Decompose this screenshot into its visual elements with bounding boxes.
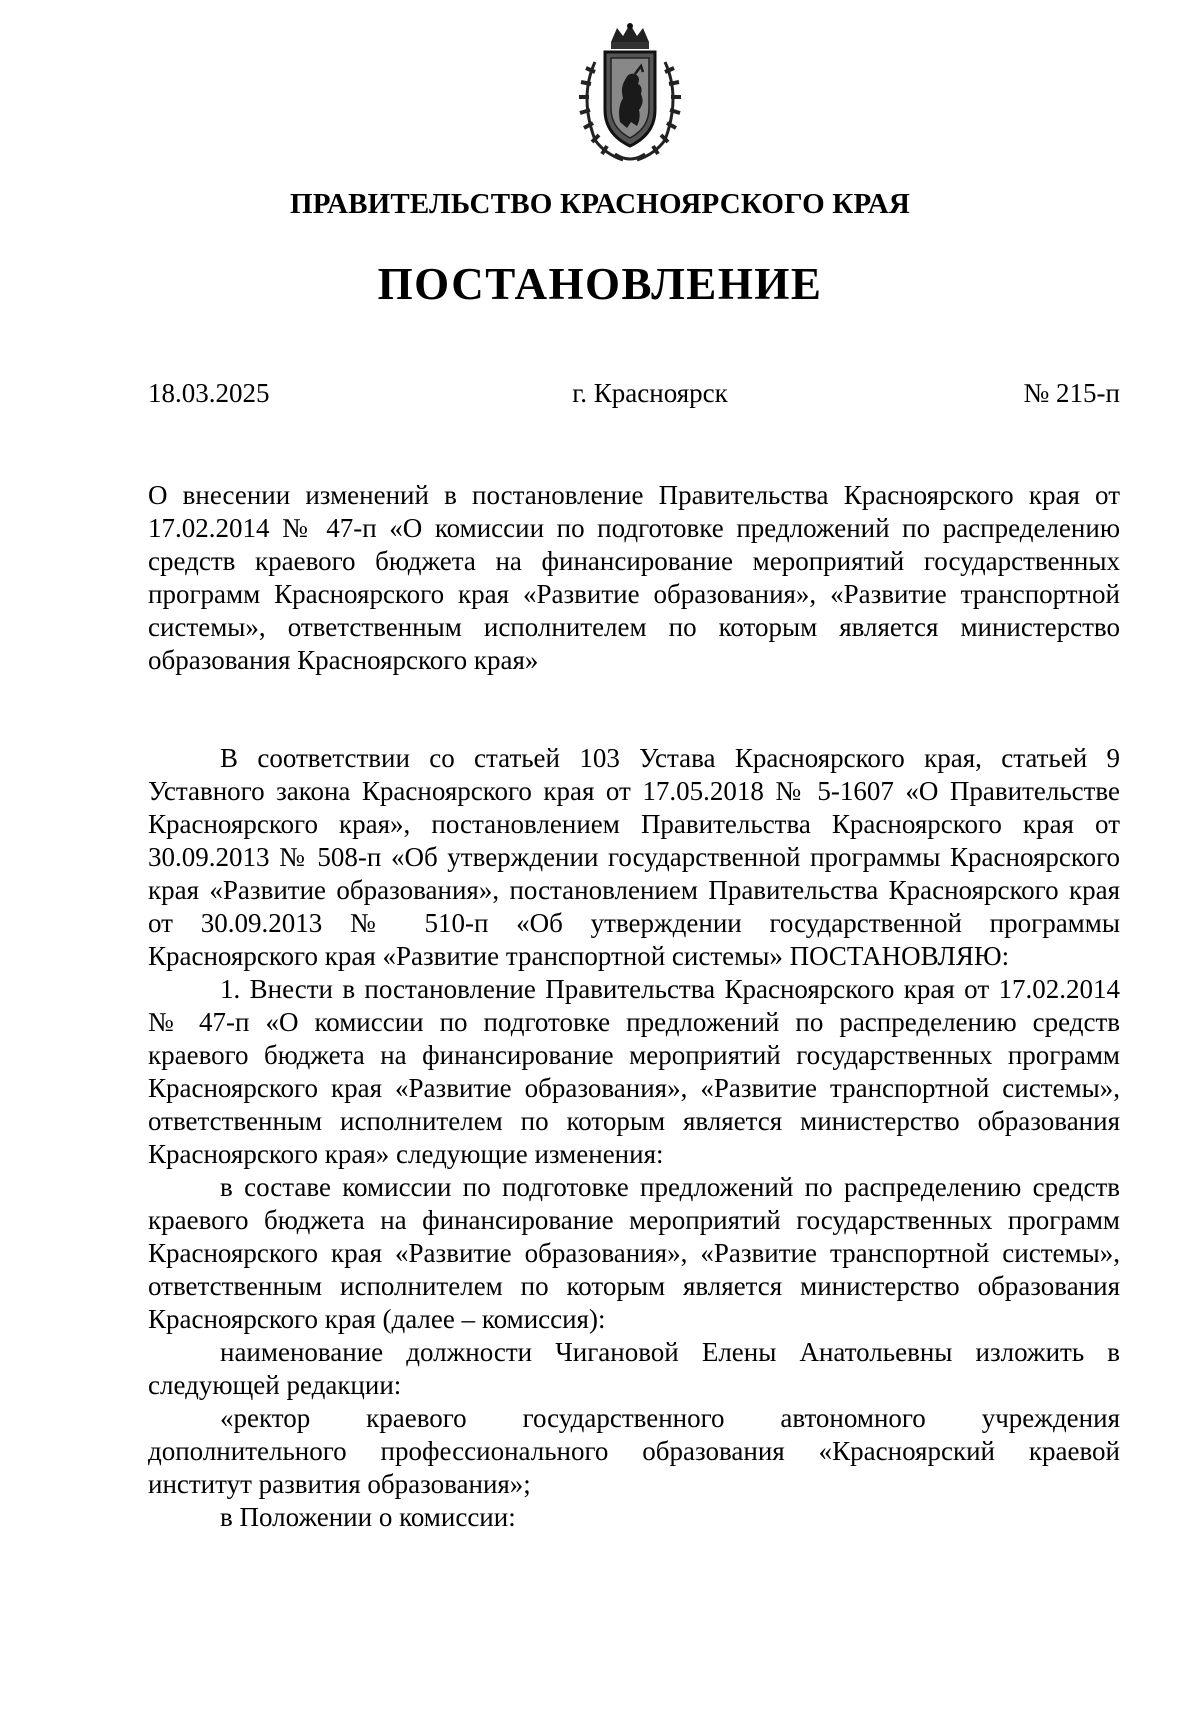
document-body <box>148 742 1120 1534</box>
body-paragraph: наименование должности Чигановой Елены Анатольевны изложить в следующей редакции: <box>148 1337 1120 1400</box>
body-paragraph: 1. Внести в постановление Правительства Красноярского края от 17.02.2014 № 47-п «О комиссии по подготовке предложений по распределению средств краевого бюджета на финансирование мероприятий государственных программ Красноярского края «Развитие образования», «Развитие транспортной системы», ответственным исполнителем по которым является министерство образования Красноярского края» следующие изменения: <box>148 974 1120 1169</box>
coat-of-arms-icon <box>565 22 695 167</box>
government-title: ПРАВИТЕЛЬСТВО КРАСНОЯРСКОГО КРАЯ <box>289 188 911 220</box>
document-number: № 215-п <box>1023 378 1120 408</box>
body-paragraph: в составе комиссии по подготовке предложений по распределению средств краевого бюджета на финансирование мероприятий государственных программ Красноярского края «Развитие образования», «Развитие транспортной системы», ответственным исполнителем по которым является министерство образования Красноярского края (далее – комиссия): <box>148 1172 1120 1334</box>
body-paragraph: В соответствии со статьей 103 Устава Красноярского края, статьей 9 Уставного закона Красноярского края от 17.05.2018 № 5-1607 «О Правительстве Красноярского края», постановлением Правительства Красноярского края от 30.09.2013 № 508-п «Об утверждении государственной программы Красноярского края «Развитие образования», постановлением Правительства Красноярского края от 30.09.2013 № 510-п «Об утверждении государственной программы Красноярского края «Развитие транспортной системы» ПОСТАНОВЛЯЮ: <box>148 743 1120 971</box>
document-meta <box>148 378 1120 412</box>
body-paragraph: «ректор краевого государственного автономного учреждения дополнительного профессионального образования «Красноярский краевой институт развития образования»; <box>148 1403 1120 1499</box>
body-paragraph: в Положении о комиссии: <box>220 1502 516 1532</box>
document-subject: О внесении изменений в постановление Правительства Красноярского края от 17.02.2014 № 47-п «О комиссии по подготовке предложений по распределению средств краевого бюджета на финансирование мероприятий государственных программ Красноярского края «Развитие образования», «Развитие транспортной системы», ответственным исполнителем по которым является министерство образования Красноярского края» <box>148 480 1120 675</box>
document-type-title: ПОСТАНОВЛЕНИЕ <box>377 259 823 309</box>
document-city: г. Красноярск <box>572 378 728 408</box>
document-date: 18.03.2025 <box>148 378 270 408</box>
